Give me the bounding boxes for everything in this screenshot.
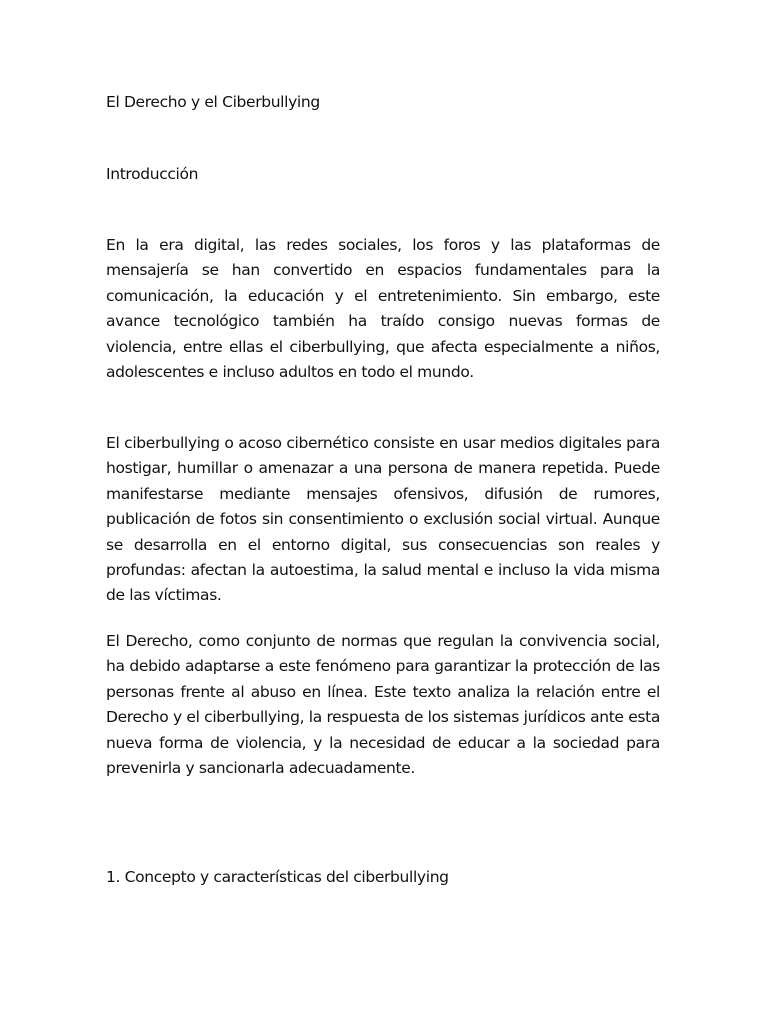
- paragraph-intro-2: El ciberbullying o acoso cibernético consiste en usar medios digitales para hostigar, humillar o amenazar a una persona de manera repetida. Puede manifestarse mediante mensajes ofensivos, difusión de rumores, publicación de fotos sin consentimiento o exclusión social virtual. Aunque se desarrolla en el entorno digital, sus consecuencias son reales y profundas: afectan la autoestima, la salud mental e incluso la vida misma de las víctimas.: [106, 434, 660, 605]
- introduction-heading: Introducción: [106, 165, 199, 183]
- section-1-heading: 1. Concepto y características del ciberbullying: [106, 868, 449, 886]
- document-title: El Derecho y el Ciberbullying: [106, 93, 320, 111]
- paragraph-intro-3: El Derecho, como conjunto de normas que regulan la convivencia social, ha debido adaptarse a este fenómeno para garantizar la protección de las personas frente al abuso en línea. Este texto analiza la relación entre el Derecho y el ciberbullying, la respuesta de los sistemas jurídicos ante esta nueva forma de violencia, y la necesidad de educar a la sociedad para prevenirla y sancionarla adecuadamente.: [106, 632, 660, 778]
- paragraph-intro-1: En la era digital, las redes sociales, los foros y las plataformas de mensajería se han convertido en espacios fundamentales para la comunicación, la educación y el entretenimiento. Sin embargo, este avance tecnológico también ha traído consigo nuevas formas de violencia, entre ellas el ciberbullying, que afecta especialmente a niños, adolescentes e incluso adultos en todo el mundo.: [106, 236, 660, 382]
